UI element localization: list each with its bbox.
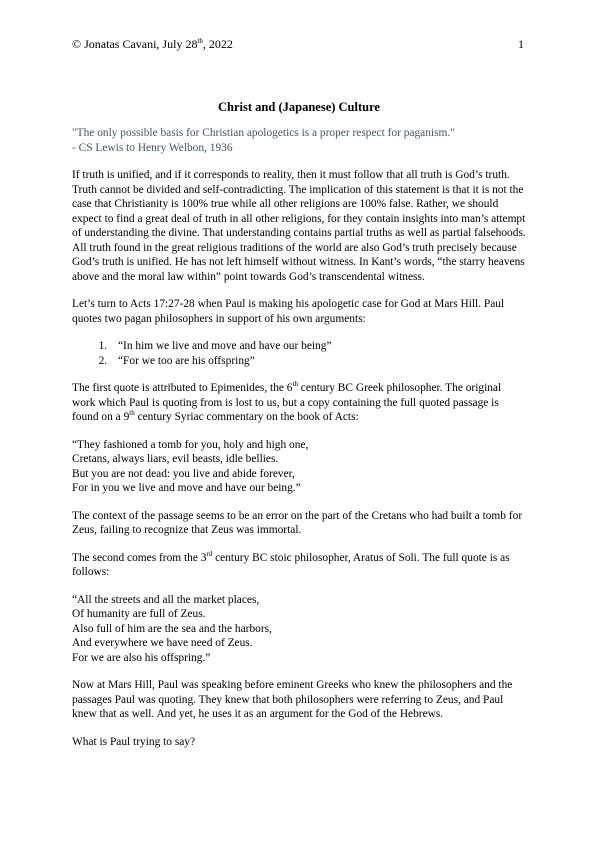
- verse-epimenides: [72, 438, 526, 496]
- verse-line: Cretans, always liars, evil beasts, idle bellies.: [72, 453, 279, 465]
- verse-aratus: [72, 593, 526, 666]
- list-item: 1. “In him we live and move and have our being”: [110, 339, 526, 354]
- document-title: Christ and (Japanese) Culture: [218, 100, 380, 114]
- page-header: [72, 37, 524, 51]
- epigraph: [72, 126, 526, 155]
- verse-line: And everywhere we have need of Zeus.: [72, 637, 253, 649]
- copyright-line: © Jonatas Cavani, July 28th, 2022: [72, 37, 233, 51]
- paragraph-mars-hill: Now at Mars Hill, Paul was speaking before eminent Greeks who knew the philosophers and the passages Paul was quoting. They knew that both philosophers were referring to Zeus, and Paul knew that as well. And yet, he uses it as an argument for the God of the Hebrews.: [72, 679, 513, 720]
- paragraph-acts: Let’s turn to Acts 17:27-28 when Paul is making his apologetic case for God at Mars Hill. Paul quotes two pagan philosophers in support of his own arguments:: [72, 298, 505, 325]
- list-item: 2. “For we too are his offspring”: [110, 354, 526, 369]
- paragraph-truth: If truth is unified, and if it corresponds to reality, then it must follow that all truth is God’s truth. Truth cannot be divided and self-contradicting. The implication of this statement is that it is not the case that Christianity is 100% true while all other religions are 100% false. Rather, we should expect to find a great deal of truth in all other religions, for they contain insights into man’s attempt of understanding the divine. That understanding contains partial truths as well as partial falsehoods. All truth found in the great religious traditions of the world are also God’s truth precisely because God’s truth is unified. He has not left himself without witness. In Kant’s words, “the starry heavens above and the moral law within” point towards God’s transcendental witness.: [72, 169, 526, 283]
- paragraph-aratus: The second comes from the 3rd century BC stoic philosopher, Aratus of Soli. The full quote is as follows:: [72, 549, 510, 578]
- verse-line: For we are also his offspring.”: [72, 651, 211, 664]
- verse-line: Of humanity are full of Zeus.: [72, 608, 206, 620]
- paragraph-epimenides: The first quote is attributed to Epimenides, the 6th century BC Greek philosopher. The original work which Paul is quoting from is lost to us, but a copy containing the full quoted passage is found on a 9th century Syriac commentary on the book of Acts:: [72, 380, 502, 423]
- epigraph-attribution: - CS Lewis to Henry Welbon, 1936: [72, 141, 233, 154]
- verse-line: “They fashioned a tomb for you, holy and high one,: [72, 438, 309, 451]
- page-number: 1: [518, 37, 524, 51]
- epigraph-quote: "The only possible basis for Christian apologetics is a proper respect for paganism.": [72, 127, 455, 139]
- quote-list: [72, 339, 526, 368]
- verse-line: For in you we live and move and have our being.”: [72, 482, 301, 494]
- verse-line: Also full of him are the sea and the harbors,: [72, 622, 272, 635]
- verse-line: “All the streets and all the market places,: [72, 593, 260, 606]
- verse-line: But you are not dead: you live and abide forever,: [72, 467, 295, 480]
- paragraph-question: What is Paul trying to say?: [72, 735, 196, 748]
- document-body: [72, 100, 526, 762]
- paragraph-context: The context of the passage seems to be an error on the part of the Cretans who had built a tomb for Zeus, failing to recognize that Zeus was immortal.: [72, 509, 523, 536]
